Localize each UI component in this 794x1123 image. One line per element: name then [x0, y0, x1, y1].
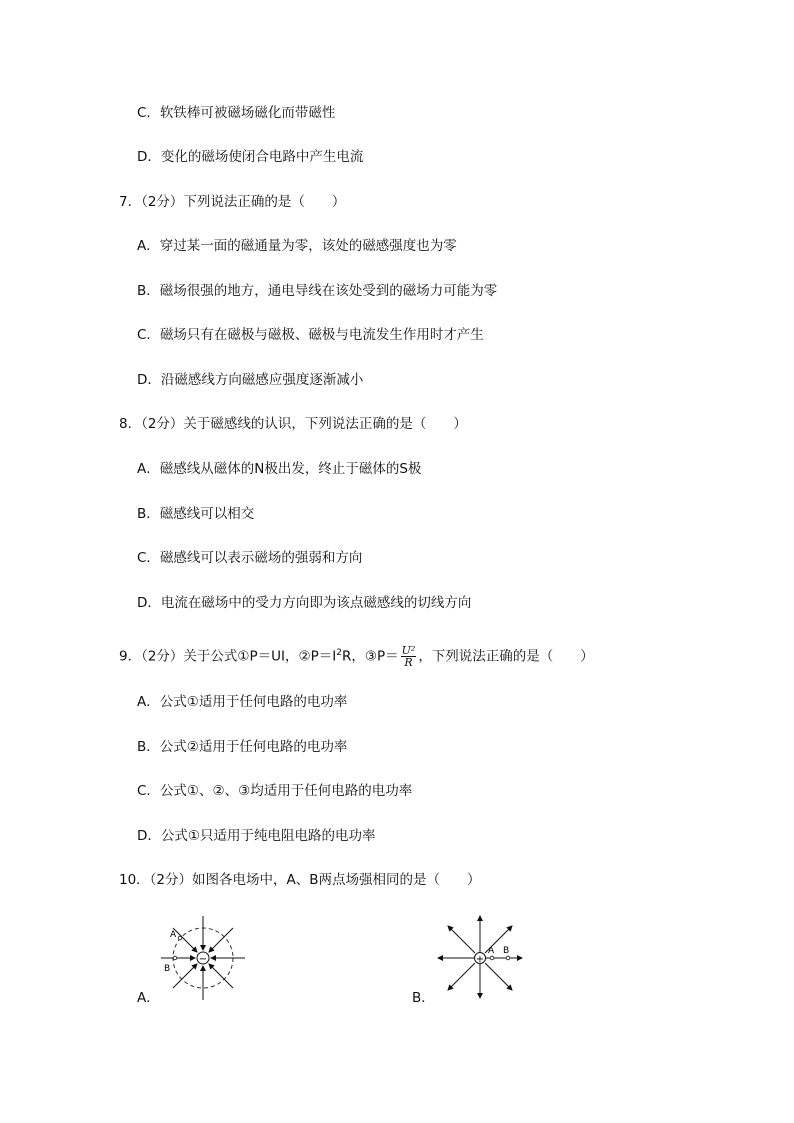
q9-option-b: [137, 738, 347, 756]
q9-stem-mid: R，③P＝: [342, 648, 399, 665]
figure-b-electric-field: [432, 912, 532, 1002]
field-line: [448, 963, 475, 990]
option-label: D．: [137, 595, 161, 611]
option-text: 磁感线可以相交: [159, 506, 255, 522]
q7-option-c: [137, 326, 484, 344]
q6-option-d: [137, 148, 363, 166]
option-label: C．: [137, 550, 160, 566]
option-label: B．: [137, 739, 160, 755]
q7-stem: 7．（2分）下列说法正确的是（ ）: [119, 194, 346, 210]
point-b-marker: [173, 956, 177, 960]
option-text: 磁感线从磁体的N极出发，终止于磁体的S极: [159, 461, 422, 477]
point-b-marker: [506, 956, 510, 960]
q8-option-a: [137, 460, 421, 478]
field-line: [209, 964, 233, 988]
option-text: 磁场很强的地方，通电导线在该处受到的磁场力可能为零: [159, 283, 498, 299]
option-label: A．: [137, 694, 160, 710]
option-label: D．: [137, 149, 161, 165]
option-text: 公式①、②、③均适用于任何电路的电功率: [159, 783, 413, 799]
option-label: A．: [137, 238, 160, 254]
option-label: C．: [137, 783, 160, 799]
q7-option-a: [137, 237, 457, 255]
charge-sign: +: [475, 954, 485, 965]
point-a-label: A: [488, 946, 495, 956]
q9-fraction: [401, 645, 417, 668]
q9-option-c: [137, 782, 412, 800]
figure-b-option-label: B．: [412, 990, 435, 1006]
q8-stem: 8．（2分）关于磁感线的认识，下列说法正确的是（ ）: [119, 416, 467, 432]
point-b-label: B: [164, 964, 171, 974]
charge-sign: −: [198, 954, 208, 965]
figure-a-electric-field: [155, 912, 255, 1002]
q9-option-a: [137, 693, 347, 711]
figure-a-option-label: A．: [137, 990, 160, 1006]
q9-stem-prefix: 9．（2分）关于公式①P＝UI，②P＝I: [119, 648, 337, 665]
field-line: [173, 964, 197, 988]
option-text: 沿磁感线方向磁感应强度逐渐减小: [160, 372, 364, 388]
field-line: [173, 928, 197, 952]
option-text: 公式①只适用于纯电阻电路的电功率: [160, 828, 376, 844]
option-text: 变化的磁场使闭合电路中产生电流: [160, 149, 364, 165]
option-label: A．: [137, 461, 160, 477]
option-label: D．: [137, 828, 161, 844]
q9-fraction-denominator: R: [404, 656, 413, 669]
q7-option-b: [137, 282, 497, 300]
field-line: [209, 928, 233, 952]
field-line: [448, 926, 475, 953]
option-text: 公式①适用于任何电路的电功率: [159, 694, 348, 710]
option-label: B．: [137, 506, 160, 522]
point-b-label: B: [503, 946, 510, 956]
q8-option-c: [137, 549, 362, 567]
q6-option-c: [137, 104, 335, 122]
option-text: 公式②适用于任何电路的电功率: [159, 739, 348, 755]
point-a-marker: [490, 956, 494, 960]
field-line: [485, 963, 512, 990]
q9-stem-superscript: 2: [336, 648, 342, 658]
option-text: 电流在磁场中的受力方向即为该点磁感线的切线方向: [160, 595, 472, 611]
option-label: D．: [137, 372, 161, 388]
q9-stem-suffix: ，下列说法正确的是（ ）: [418, 648, 594, 665]
option-label: C．: [137, 327, 160, 343]
q9-option-d: [137, 827, 376, 845]
option-text: 穿过某一面的磁通量为零，该处的磁感强度也为零: [159, 238, 457, 254]
q8-option-b: [137, 505, 254, 523]
q9-stem: [119, 644, 594, 668]
option-label: B．: [137, 283, 160, 299]
point-a-label: A: [170, 930, 177, 940]
option-label: C．: [137, 105, 160, 121]
q7-option-d: [137, 371, 363, 389]
q8-option-d: [137, 594, 471, 612]
option-text: 磁场只有在磁极与磁极、磁极与电流发生作用时才产生: [159, 327, 484, 343]
q9-fraction-numerator: U²: [401, 644, 416, 657]
option-text: 软铁棒可被磁场磁化而带磁性: [159, 105, 336, 121]
option-text: 磁感线可以表示磁场的强弱和方向: [159, 550, 363, 566]
q10-stem: 10．（2分）如图各电场中，A、B两点场强相同的是（ ）: [119, 872, 481, 888]
point-a-marker: [178, 936, 182, 940]
